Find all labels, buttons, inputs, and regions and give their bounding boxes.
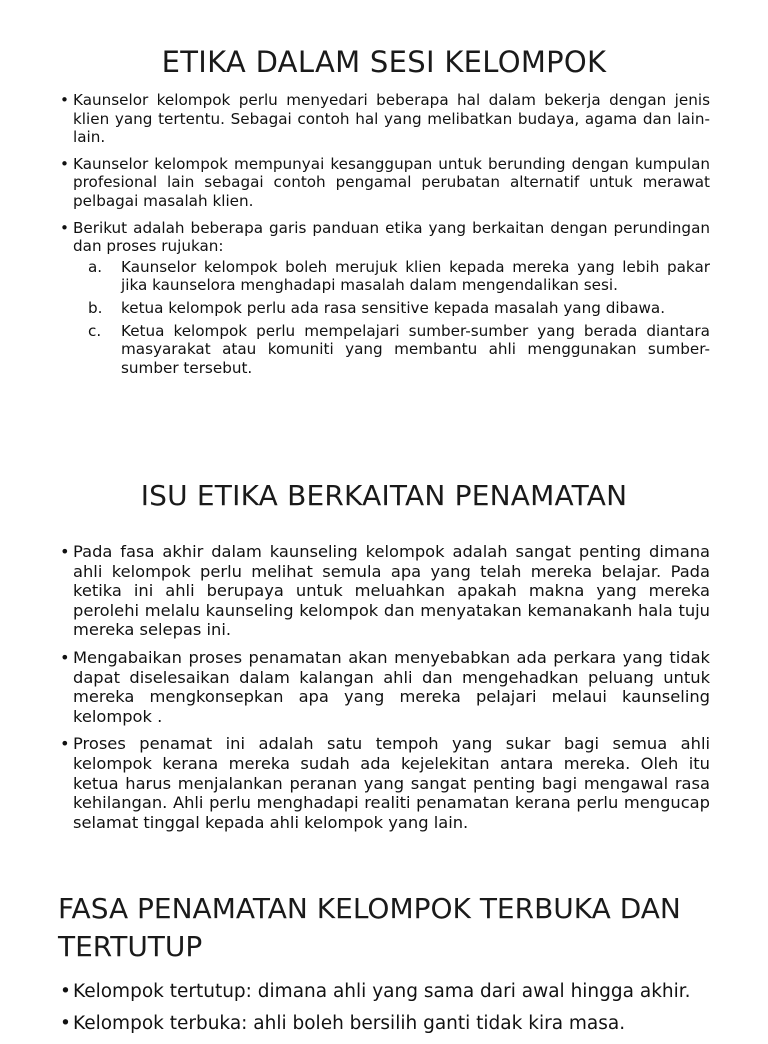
sub-item-marker: a.: [88, 257, 103, 276]
slide-title: FASA PENAMATAN KELOMPOK TERBUKA DAN TERTUTUP: [58, 892, 681, 963]
sub-item-text: Kaunselor kelompok boleh merujuk klien kepada mereka yang lebih pakar jika kaunselora menghadapi masalah dalam mengendalikan sesi.: [121, 257, 710, 295]
sub-item-b: [88, 298, 710, 318]
bullet-item: • Kaunselor kelompok perlu menyedari beberapa hal dalam bekerja dengan jenis klien yang tertentu. Sebagai contoh hal yang melibatkan budaya, agama dan lain-lain.: [73, 91, 710, 147]
bullet-item: • Kelompok tertutup: dimana ahli yang sama dari awal hingga akhir.: [73, 980, 728, 1004]
slide-isu-etika-penamatan: [0, 476, 768, 840]
bullet-list: [73, 91, 710, 377]
bullet-text: Berikut adalah beberapa garis panduan etika yang berkaitan dengan perundingan dan proses rujukan:: [73, 218, 710, 256]
sub-item-c: [88, 321, 710, 378]
bullet-item: • Mengabaikan proses penamatan akan menyebabkan ada perkara yang tidak dapat diselesaikan dalam kalangan ahli dan mengehadkan peluang untuk mereka mengkonsepkan apa yang mereka pelajari melaui kaunseling kelompok .: [73, 648, 710, 726]
sub-item-text: ketua kelompok perlu ada rasa sensitive kepada masalah yang dibawa.: [121, 298, 666, 317]
sub-list: [88, 257, 710, 378]
sub-item-a: [88, 257, 710, 295]
bullet-item: • Kelompok terbuka: ahli boleh bersilih ganti tidak kira masa.: [73, 1012, 728, 1036]
sub-item-marker: b.: [88, 298, 103, 317]
bullet-item: • Kaunselor kelompok mempunyai kesanggupan untuk berunding dengan kumpulan profesional lain sebagai contoh pengamal perubatan alternatif untuk merawat pelbagai masalah klien.: [73, 155, 710, 211]
bullet-list: [73, 542, 710, 832]
slide-fasa-penamatan: [0, 890, 768, 1044]
sub-item-marker: c.: [88, 321, 102, 340]
bullet-item: • Pada fasa akhir dalam kaunseling kelompok adalah sangat penting dimana ahli kelompok perlu melihat semula apa yang telah mereka belajar. Pada ketika ini ahli berupaya untuk meluahkan apakah makna yang mereka perolehi melalu kaunseling kelompok dan menyatakan kemanakanh hala tuju mereka selepas ini.: [73, 542, 710, 640]
bullet-list: [73, 980, 728, 1036]
bullet-item: • Proses penamat ini adalah satu tempoh yang sukar bagi semua ahli kelompok kerana mereka sudah ada kejelekitan antara mereka. Oleh itu ketua harus menjalankan peranan yang sangat penting bagi mengawal rasa kehilangan. Ahli perlu menghadapi realiti penamatan kerana perlu mengucap selamat tinggal kepada ahli kelompok yang lain.: [73, 734, 710, 832]
slide-title: ETIKA DALAM SESI KELOMPOK: [161, 45, 607, 79]
slide-title: ISU ETIKA BERKAITAN PENAMATAN: [140, 479, 628, 512]
bullet-item: [73, 219, 710, 378]
sub-item-text: Ketua kelompok perlu mempelajari sumber-sumber yang berada diantara masyarakat atau komuniti yang membantu ahli menggunakan sumber-sumber tersebut.: [121, 321, 710, 377]
slide-etika-dalam-sesi-kelompok: [0, 42, 768, 385]
